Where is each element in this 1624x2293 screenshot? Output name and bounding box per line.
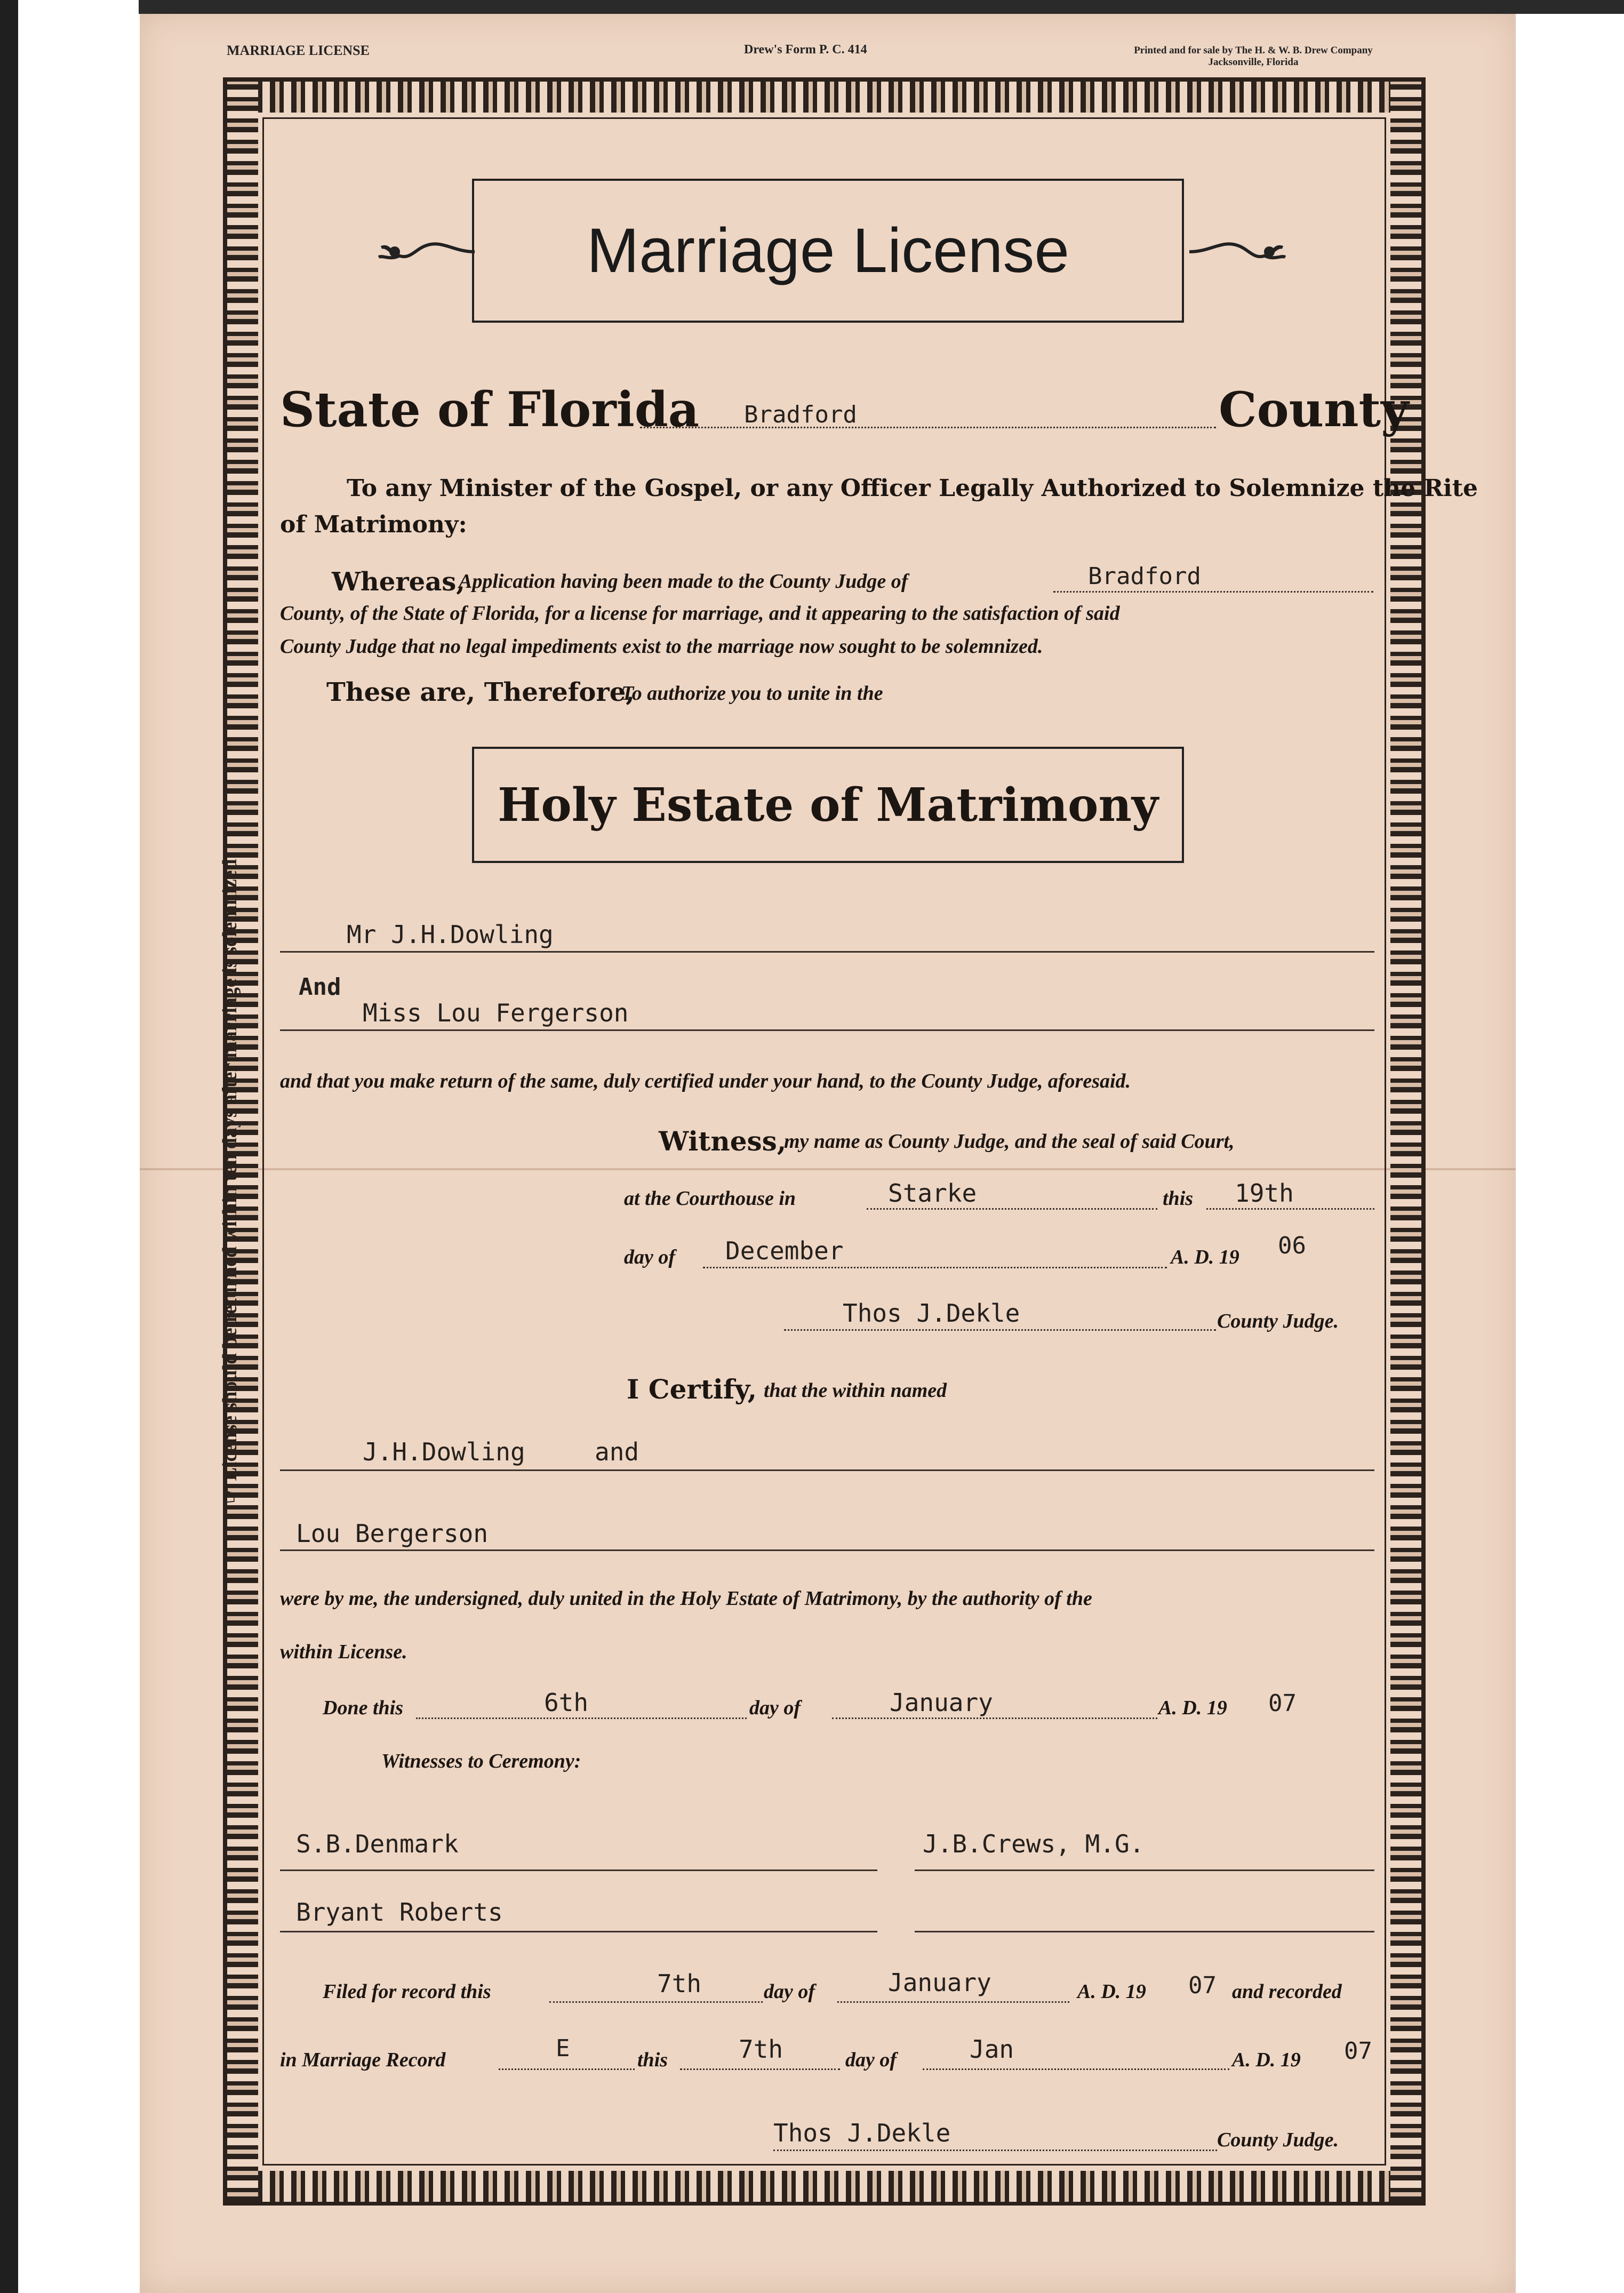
printer-city: Jacksonville, Florida — [1208, 57, 1299, 68]
filed-ad-label: A. D. 19 — [1077, 1980, 1146, 2003]
whereas-text: Application having been made to the County Judge of — [459, 570, 908, 593]
judge-signature-line — [784, 1329, 1216, 1331]
witness1-line — [280, 1869, 877, 1871]
done-ad-label: A. D. 19 — [1158, 1697, 1227, 1719]
filed-label: Filed for record this — [323, 1980, 491, 2003]
these-lead: These are, Therefore, — [326, 677, 635, 707]
record-this-label: this — [637, 2049, 668, 2071]
done-day-line — [416, 1717, 747, 1719]
done-day: 6th — [544, 1688, 589, 1717]
form-header-center: Drew's Form P. C. 414 — [744, 43, 867, 57]
side-note-text: License should be returned within ten days after marriage is solemnized — [219, 859, 241, 1481]
border-band-bottom — [227, 2171, 1421, 2202]
scroll-ornament-left-icon — [373, 229, 480, 272]
these-text: To authorize you to unite in the — [621, 682, 883, 705]
done-year: 07 — [1268, 1690, 1297, 1717]
county-line — [640, 427, 1216, 428]
scan-background-edge — [0, 0, 18, 2293]
witness-lead: Witness, — [659, 1125, 787, 1157]
groom-name: Mr J.H.Dowling — [347, 920, 554, 949]
record-day-of-label: day of — [845, 2049, 897, 2071]
whereas-text-2: County, of the State of Florida, for a license for marriage, and it appearing to the satisfaction of said — [280, 602, 1120, 625]
witness-year: 06 — [1278, 1232, 1306, 1259]
title-box — [472, 179, 1184, 323]
witnesses-label: Witnesses to Ceremony: — [381, 1750, 581, 1772]
bride-name: Miss Lou Fergerson — [363, 998, 629, 1027]
certify-name2: Lou Bergerson — [296, 1519, 489, 1548]
border-band-top — [227, 82, 1421, 113]
form-header-right — [1077, 45, 1429, 68]
certify-text-2: were by me, the undersigned, duly united in the Holy Estate of Matrimony, by the authority of the — [280, 1587, 1092, 1610]
printer-line: Printed and for sale by The H. & W. B. Drew Company — [1134, 45, 1373, 56]
judge-label: County Judge. — [1217, 1310, 1339, 1332]
pointing-hand-icon: ☞ — [219, 1485, 241, 1504]
witness-month-line — [703, 1267, 1167, 1268]
whereas-lead: Whereas, — [332, 567, 466, 597]
whereas-text-3: County Judge that no legal impediments exist to the marriage now sought to be solemnized. — [280, 635, 1043, 658]
certify-lead: I Certify, — [627, 1373, 757, 1405]
officiant-second-line — [915, 1931, 1374, 1932]
certify-name1: J.H.Dowling — [363, 1437, 525, 1466]
this-label: this — [1163, 1187, 1194, 1210]
witness-day-line — [1206, 1208, 1374, 1210]
ad-label: A. D. 19 — [1171, 1246, 1239, 1268]
record-month-line — [923, 2068, 1229, 2070]
county-label: County — [1219, 381, 1409, 438]
document-title: Marriage License — [586, 215, 1070, 286]
address-line: To any Minister of the Gospel, or any Officer Legally Authorized to Solemnize the Rite — [347, 475, 1478, 502]
done-month-line — [832, 1717, 1157, 1719]
and-label: And — [299, 973, 341, 1001]
final-judge-label: County Judge. — [1217, 2129, 1339, 2151]
courthouse-line — [867, 1208, 1157, 1210]
filed-month-line — [837, 2001, 1069, 2003]
witness-day: 19th — [1235, 1179, 1294, 1208]
record-day: 7th — [739, 2035, 783, 2064]
return-text: and that you make return of the same, duly certified under your hand, to the County Judge, aforesaid. — [280, 1070, 1131, 1092]
state-label: State of Florida — [280, 381, 700, 438]
officiant-line — [915, 1869, 1374, 1871]
witness1-name: S.B.Denmark — [296, 1829, 459, 1858]
witness-month: December — [725, 1236, 844, 1265]
filed-day: 7th — [657, 1969, 702, 1998]
whereas-county: Bradford — [1088, 563, 1201, 590]
judge-signature: Thos J.Dekle — [843, 1299, 1020, 1328]
done-this-label: Done this — [323, 1697, 403, 1719]
filed-day-line — [549, 2001, 763, 2003]
marriage-record-label: in Marriage Record — [280, 2049, 446, 2071]
certify-text: that the within named — [764, 1379, 947, 1402]
form-header-left: MARRIAGE LICENSE — [227, 43, 370, 58]
witness2-line — [280, 1931, 877, 1932]
witness-text: my name as County Judge, and the seal of said Court, — [784, 1130, 1235, 1153]
record-day-line — [680, 2068, 840, 2070]
done-month: January — [890, 1688, 993, 1717]
address-line-2: of Matrimony: — [280, 511, 467, 538]
filed-day-of-label: day of — [764, 1980, 815, 2003]
scan-background-edge-top — [139, 0, 1624, 14]
record-ad-label: A. D. 19 — [1232, 2049, 1301, 2071]
return-instruction-side-note — [218, 859, 242, 1504]
record-month: Jan — [970, 2035, 1014, 2064]
certify-text-3: within License. — [280, 1641, 407, 1663]
witness2-name: Bryant Roberts — [296, 1898, 503, 1927]
bride-line — [280, 1029, 1374, 1031]
courthouse-place: Starke — [888, 1179, 977, 1208]
record-year: 07 — [1344, 2038, 1372, 2065]
officiant-name: J.B.Crews, M.G. — [923, 1829, 1145, 1858]
final-judge-line — [773, 2150, 1217, 2151]
whereas-county-line — [1053, 591, 1373, 593]
holy-estate-box — [472, 747, 1184, 863]
courthouse-text: at the Courthouse in — [624, 1187, 796, 1210]
done-day-of-label: day of — [749, 1697, 801, 1719]
scroll-ornament-right-icon — [1184, 229, 1291, 272]
filed-month: January — [888, 1968, 991, 1997]
county-value: Bradford — [744, 401, 857, 428]
final-judge-signature: Thos J.Dekle — [773, 2119, 951, 2147]
certify-and: and — [595, 1437, 639, 1466]
book-line — [499, 2068, 635, 2070]
certify-name1-line — [280, 1469, 1374, 1471]
record-book: E — [556, 2035, 570, 2062]
day-of-label: day of — [624, 1246, 676, 1268]
and-recorded-label: and recorded — [1232, 1980, 1342, 2003]
holy-estate-heading: Holy Estate of Matrimony — [498, 778, 1158, 832]
filed-year: 07 — [1188, 1972, 1217, 1999]
groom-line — [280, 951, 1374, 953]
certify-name2-line — [280, 1549, 1374, 1551]
